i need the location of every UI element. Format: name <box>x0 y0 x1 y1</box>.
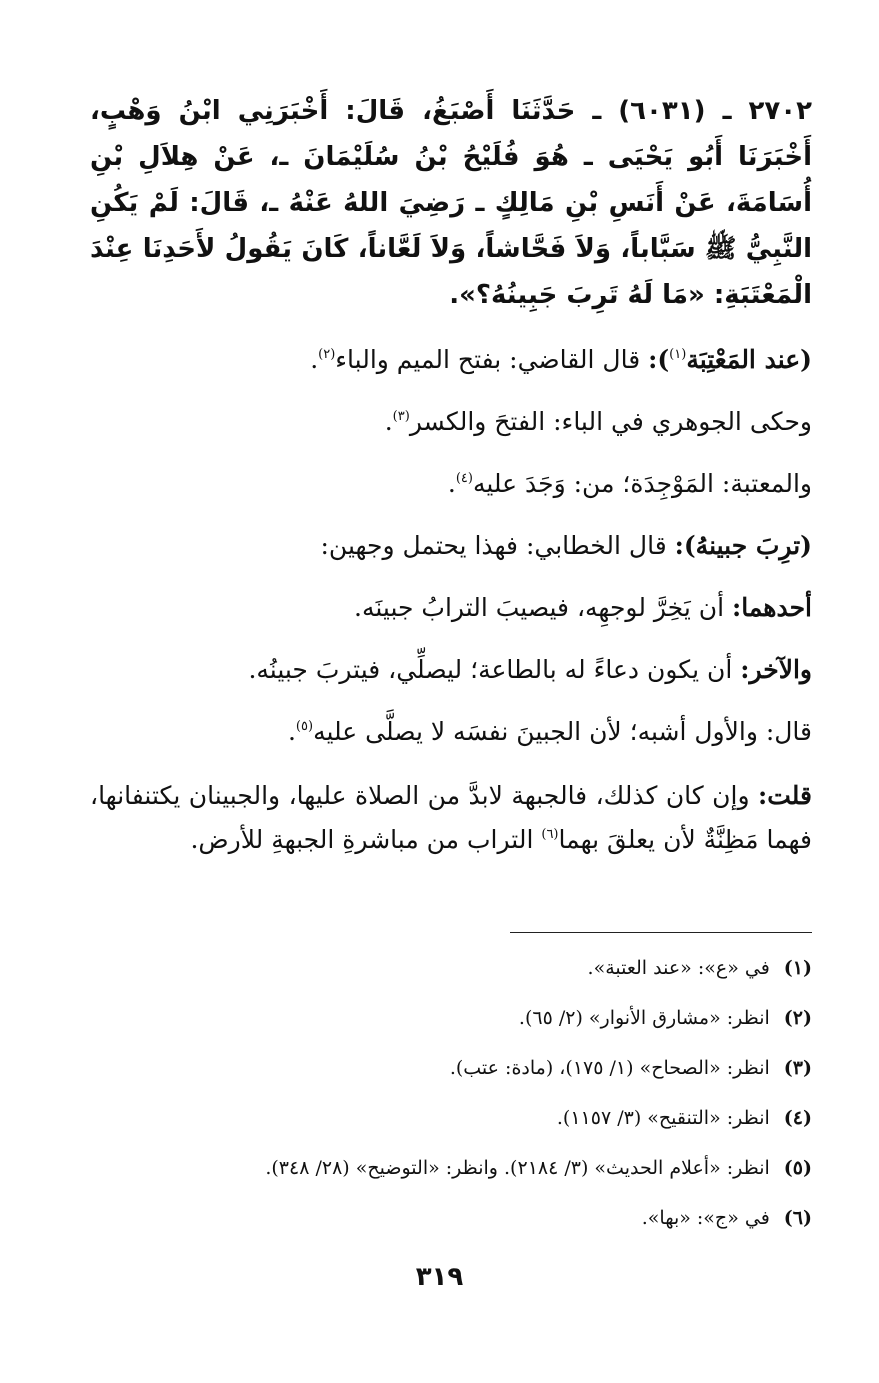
footnote-item <box>90 950 812 1000</box>
commentary-text: أن يكون دعاءً له بالطاعة؛ ليصلِّي، فيتربَ جبينُه. <box>248 655 741 684</box>
footnote-item <box>90 1200 812 1250</box>
footnote-number: (٦) <box>783 1207 812 1229</box>
commentary <box>90 340 812 862</box>
commentary-paragraph <box>90 402 812 464</box>
footnote-number: (٤) <box>783 1107 812 1129</box>
commentary-text: قال القاضي: بفتح الميم والباء <box>335 345 649 374</box>
commentary-term-end: ): <box>648 345 670 374</box>
footnote-text: في «ع»: «عند العتبة». <box>587 957 770 979</box>
commentary-tail: التراب من مباشرةِ الجبهةِ للأرض. <box>190 825 542 854</box>
footnote-text: في «ج»: «بها». <box>641 1207 770 1229</box>
footnote-number: (٥) <box>783 1157 812 1179</box>
commentary-tail: . <box>310 345 319 374</box>
commentary-paragraph <box>90 340 812 402</box>
footnote-item <box>90 1150 812 1200</box>
commentary-term: (عند المَعْتِبَة <box>686 345 812 374</box>
commentary-text: أن يَخِرَّ لوجهِه، فيصيبَ الترابُ جبينَه. <box>354 593 732 622</box>
commentary-term: أحدهما: <box>731 593 812 622</box>
footnote-number: (٢) <box>783 1007 812 1029</box>
footnote-text: انظر: «التنقيح» (٣/ ١١٥٧). <box>556 1107 770 1129</box>
footnote-ref: (٦) <box>541 827 559 842</box>
commentary-term: والآخر: <box>740 655 812 684</box>
footnote-divider <box>510 932 812 933</box>
commentary-tail: . <box>287 717 296 746</box>
commentary-text: قال الخطابي: فهذا يحتمل وجهين: <box>320 531 675 560</box>
commentary-paragraph <box>90 774 812 862</box>
hadith-body: ٢٧٠٢ ـ (٦٠٣١) ـ حَدَّثَنَا أَصْبَغُ، قَالَ: أَخْبَرَنِي ابْنُ وَهْبٍ، أَخْبَرَنَا أَبُو يَحْيَى ـ هُوَ فُلَيْحُ بْنُ سُلَيْمَانَ ـ، عَنْ هِلاَلِ بْنِ أُسَامَةَ، عَنْ أَنَسِ بْنِ مَالِكٍ ـ رَضِيَ اللهُ عَنْهُ ـ، قَالَ: لَمْ يَكُنِ النَّبِيُّ ﷺ سَبَّاباً، وَلاَ فَحَّاشاً، وَلاَ لَعَّاناً، كَانَ يَقُولُ لأَحَدِنَا عِنْدَ الْمَعْتَبَةِ: <box>90 96 812 310</box>
commentary-text: وإن كان كذلك، فالجبهة لابدَّ من الصلاة عليها، والجبينان يكتنفانها، فهما مَظِنَّةٌ لأن يعلقَ بهما <box>90 781 812 854</box>
footnote-ref: (٣) <box>392 409 410 424</box>
hadith-text <box>90 88 812 318</box>
commentary-tail: . <box>384 407 393 436</box>
commentary-text: وحكى الجوهري في الباء: الفتحَ والكسر <box>409 407 812 436</box>
footnote-number: (١) <box>783 957 812 979</box>
footnote-ref: (٥) <box>295 719 314 734</box>
footnote-item <box>90 1000 812 1050</box>
commentary-paragraph <box>90 650 812 712</box>
footnote-text: انظر: «أعلام الحديث» (٣/ ٢١٨٤). وانظر: «التوضيح» (٢٨/ ٣٤٨). <box>265 1157 770 1179</box>
commentary-paragraph <box>90 712 812 774</box>
footnote-text: انظر: «مشارق الأنوار» (٢/ ٦٥). <box>518 1007 770 1029</box>
footnote-item <box>90 1100 812 1150</box>
commentary-paragraph <box>90 464 812 526</box>
footnote-number: (٣) <box>783 1057 812 1079</box>
hadith-quote: «مَا لَهُ تَرِبَ جَبِينُهُ؟». <box>449 280 705 310</box>
commentary-paragraph <box>90 526 812 588</box>
page-number: ٣١٩ <box>415 1262 464 1292</box>
footnote-ref: (٢) <box>318 347 336 362</box>
footnote-ref: (٤) <box>455 471 473 486</box>
commentary-term: (ترِبَ جبينهُ): <box>674 531 812 560</box>
commentary-text: والمعتبة: المَوْجِدَة؛ من: وَجَدَ عليه <box>472 469 812 498</box>
commentary-term: قلت: <box>757 781 812 810</box>
footnote-item <box>90 1050 812 1100</box>
footnotes <box>90 950 812 1250</box>
commentary-tail: . <box>447 469 456 498</box>
footnote-text: انظر: «الصحاح» (١/ ١٧٥)، (مادة: عتب). <box>449 1057 770 1079</box>
commentary-paragraph <box>90 588 812 650</box>
commentary-text: قال: والأول أشبه؛ لأن الجبينَ نفسَه لا يصلَّى عليه <box>313 717 812 746</box>
footnote-ref: (١) <box>669 347 687 362</box>
